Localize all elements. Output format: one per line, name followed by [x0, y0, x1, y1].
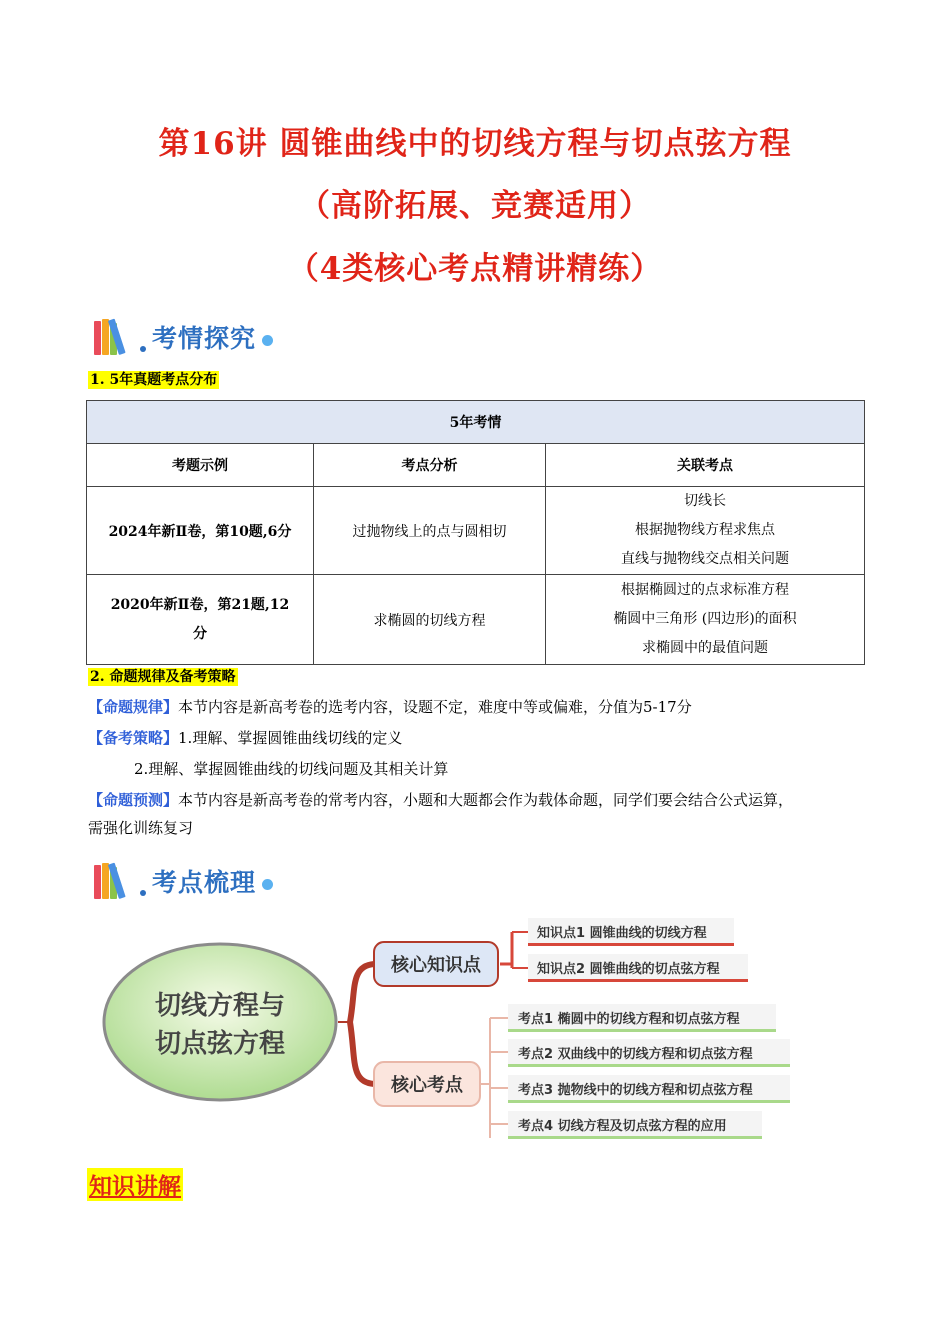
table-cell-analysis: 过抛物线上的点与圆相切 [314, 487, 546, 575]
center-text-1: 切线方程与 [154, 991, 286, 1021]
page-title: 第16讲 圆锥曲线中的切线方程与切点弦方程 [158, 126, 792, 162]
knowledge-explanation-link[interactable]: 知识讲解 [87, 1168, 183, 1201]
law-text: 本节内容是新高考卷的选考内容，设题不定，难度中等或偏难，分值为5-17分 [178, 698, 692, 716]
predict-tag: 【命题预测】 [88, 791, 179, 809]
page-subtitle: （高阶拓展、竞赛适用） [299, 188, 651, 224]
strategy-text-1: 1.理解、掌握圆锥曲线切线的定义 [178, 729, 403, 747]
related-item: 切线长 [684, 493, 726, 509]
point-item-3-label: 考点3 抛物线中的切线方程和切点弦方程 [518, 1083, 753, 1098]
related-item: 直线与抛物线交点相关问题 [621, 551, 789, 567]
related-item: 根据抛物线方程求焦点 [635, 522, 775, 538]
table-cell-example: 2024年新Ⅱ卷，第10题,6分 [87, 487, 314, 575]
law-tag: 【命题规律】 [88, 698, 179, 716]
point-item-4-label: 考点4 切线方程及切点弦方程的应用 [518, 1119, 727, 1134]
knowledge-item-1-label: 知识点1 圆锥曲线的切线方程 [537, 926, 707, 941]
subheading-strategy: 2. 命题规律及备考策略 [90, 669, 236, 685]
table-header: 考题示例 [87, 444, 314, 487]
section-title: 考点梳理 [152, 868, 257, 897]
predict-text-2: 需强化训练复习 [88, 819, 194, 837]
center-text-2: 切点弦方程 [154, 1029, 286, 1059]
predict-text-1: 本节内容是新高考卷的常考内容，小题和大题都会作为载体命题，同学们要会结合公式运算， [178, 791, 794, 809]
strategy-text-2: 2.理解、掌握圆锥曲线的切线问题及其相关计算 [134, 760, 449, 778]
knowledge-item-2-label: 知识点2 圆锥曲线的切点弦方程 [537, 962, 720, 977]
branch-core-knowledge-label: 核心知识点 [391, 955, 481, 976]
related-item: 根据椭圆过的点求标准方程 [621, 582, 789, 598]
center-node [104, 944, 336, 1100]
point-item-2-label: 考点2 双曲线中的切线方程和切点弦方程 [518, 1047, 753, 1062]
table-header: 考点分析 [314, 444, 546, 487]
strategy-tag: 【备考策略】 [88, 729, 179, 747]
page-subtitle-2: （4类核心考点精讲精练） [287, 251, 663, 287]
table-header: 关联考点 [546, 444, 865, 487]
related-item: 求椭圆中的最值问题 [642, 640, 768, 656]
table-caption: 5年考情 [87, 401, 865, 444]
point-item-1-label: 考点1 椭圆中的切线方程和切点弦方程 [518, 1012, 740, 1027]
table-cell-example: 2020年新Ⅱ卷，第21题,12分 [87, 575, 314, 665]
subheading-five-year: 1. 5年真题考点分布 [90, 372, 218, 388]
branch-core-points-label: 核心考点 [391, 1075, 463, 1096]
section-title: 考情探究 [152, 324, 257, 353]
table-cell-analysis: 求椭圆的切线方程 [314, 575, 546, 665]
related-item: 椭圆中三角形 (四边形)的面积 [613, 611, 797, 627]
